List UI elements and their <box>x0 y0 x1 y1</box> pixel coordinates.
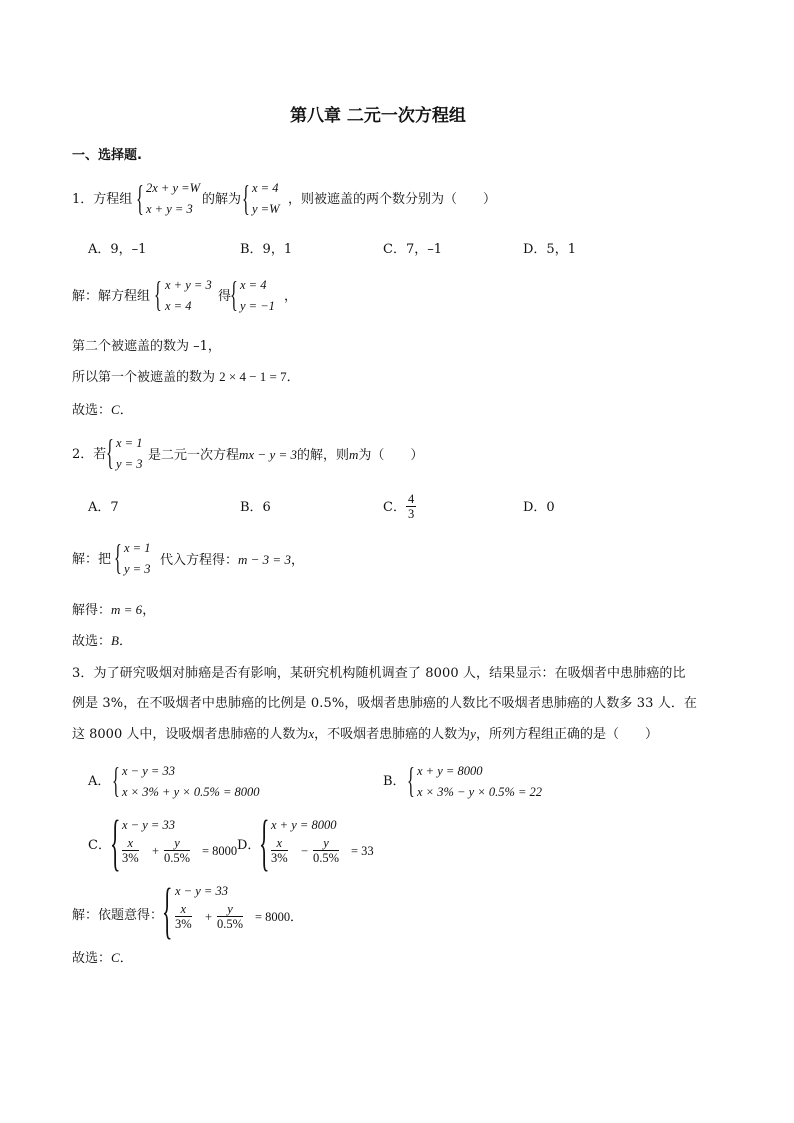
q3-solution-end: ． <box>290 910 304 925</box>
q2-line2 <box>72 602 155 619</box>
q2-suffix-a: 的解，则 <box>297 448 350 463</box>
q3-var-x: x <box>308 726 315 741</box>
q1-sol-y: y =W <box>252 202 280 216</box>
q3-sol-frac-y-den: 0.5% <box>217 917 244 931</box>
q3-optc-eq1: x − y = 33 <box>122 818 175 832</box>
q3-optb-eq2: x × 3% − y × 0.5% = 22 <box>417 785 543 799</box>
q2-answer <box>72 633 132 650</box>
q2-var: m <box>349 447 359 462</box>
q1-solution-prefix: 解：解方程组 <box>72 289 151 304</box>
q1-eq2: x + y = 3 <box>146 202 193 216</box>
page-title: 第八章 二元一次方程组 <box>290 106 466 126</box>
q3-optc-frac-y-den: 0.5% <box>164 851 191 865</box>
q3-optd-frac-y-num: y <box>313 836 339 851</box>
q1-line2: 第二个被遮盖的数为 –1， <box>72 339 221 354</box>
q1-answer-end: ． <box>119 403 133 418</box>
q3-optc-frac-x <box>122 836 139 865</box>
q1-option-a: A．9，–1 <box>88 242 147 257</box>
q2-option-b: B．6 <box>240 500 271 515</box>
q1-suffix: ，则被遮盖的两个数分别为（ ） <box>288 192 497 207</box>
q1-eq1: 2x + y =W <box>146 181 201 195</box>
q1-result-y: y = −1 <box>240 299 275 313</box>
q3-solution-brace: { <box>162 877 173 945</box>
q3-optc-frac-x-num: x <box>122 836 139 851</box>
q3-line3-c: ，所列方程组正确的是（ ） <box>475 727 658 742</box>
q3-sol-rhs: = 8000 <box>255 910 291 924</box>
q3-var-y: y <box>470 726 476 741</box>
q2-prefix: 2．若 <box>72 447 107 462</box>
q3-option-b-label: B． <box>383 774 406 789</box>
q1-line3-end: ． <box>286 370 300 385</box>
q1-solution-end: ， <box>284 289 298 304</box>
q2-question <box>148 447 423 464</box>
q2-option-d: D．0 <box>523 500 555 515</box>
q2-solution-end: ， <box>290 553 304 568</box>
q2-sol-y: y = 3 <box>124 562 151 576</box>
q3-option-a-brace: { <box>112 760 120 800</box>
q3-sol-frac-x <box>175 902 192 931</box>
q2-answer-end: ． <box>118 634 132 649</box>
q2-optc-numerator: 4 <box>408 492 415 506</box>
q3-optd-frac-x <box>271 836 288 865</box>
q3-optb-eq1: x + y = 8000 <box>417 764 483 778</box>
q3-opta-eq1: x − y = 33 <box>122 764 175 778</box>
q2-solution-eq: m − 3 = 3 <box>238 552 291 567</box>
q3-solution-prefix: 解：依题意得： <box>72 908 164 923</box>
q3-option-c-brace: { <box>110 809 121 877</box>
q3-line3-a: 这 8000 人中，设吸烟者患肺癌的人数为 <box>72 727 309 742</box>
q3-sol-frac-x-num: x <box>175 902 192 917</box>
q1-option-c: C．7，–1 <box>383 242 442 257</box>
section-heading: 一、选择题. <box>72 148 142 163</box>
q3-optd-eq1: x + y = 8000 <box>271 818 337 832</box>
q2-answer-label: 故选： <box>72 634 112 649</box>
q3-sol-operator: + <box>205 910 213 924</box>
q3-optd-frac-y <box>313 836 339 865</box>
q2-y: y = 3 <box>116 457 143 471</box>
q1-answer-letter: C <box>111 402 120 417</box>
q2-equation: mx − y = 3 <box>239 447 297 462</box>
q1-answer <box>72 402 133 419</box>
q3-optc-frac-y-num: y <box>164 836 190 851</box>
q1-solve-eq1: x + y = 3 <box>165 278 212 292</box>
q1-option-d: D．5，1 <box>523 242 576 257</box>
q3-opta-eq2: x × 3% + y × 0.5% = 8000 <box>122 785 260 799</box>
q3-answer-end: ． <box>119 951 133 966</box>
q3-answer <box>72 950 133 967</box>
q1-line3 <box>72 369 300 386</box>
q1-mid: 的解为 <box>202 192 242 207</box>
q2-option-c: C． <box>383 500 406 515</box>
q2-solution-line <box>160 552 304 569</box>
q2-line2-end: ， <box>142 603 156 618</box>
q3-option-d-brace: { <box>259 809 270 877</box>
q2-sol-x: x = 1 <box>124 541 151 555</box>
q2-line2-label: 解得： <box>72 603 112 618</box>
q2-line2-math: m = 6 <box>111 602 143 617</box>
q3-line1: 3．为了研究吸烟对肺癌是否有影响，某研究机构随机调查了 8000 人，结果显示：在吸烟者中患肺癌的比 <box>72 666 686 681</box>
q3-optd-frac-x-den: 3% <box>271 851 288 865</box>
q3-sol-frac-x-den: 3% <box>175 917 192 931</box>
q3-optc-frac-x-den: 3% <box>122 851 139 865</box>
q1-prefix: 1．方程组 <box>72 192 133 207</box>
q2-optc-denominator: 3 <box>408 507 415 521</box>
q1-result-x: x = 4 <box>240 278 267 292</box>
q1-system-brace: { <box>136 178 144 218</box>
q3-answer-label: 故选： <box>72 951 112 966</box>
q3-optd-frac-x-num: x <box>271 836 288 851</box>
q2-option-a: A．7 <box>88 500 119 515</box>
q3-option-a-label: A． <box>88 774 111 789</box>
q3-answer-letter: C <box>111 950 120 965</box>
q2-mid: 是二元一次方程 <box>148 448 240 463</box>
q2-solution-prefix: 解：把 <box>72 552 112 567</box>
q1-solution-system-brace: { <box>154 274 162 314</box>
q2-solution-brace: { <box>114 537 122 577</box>
q2-x: x = 1 <box>116 436 143 450</box>
q3-optd-rhs: = 33 <box>351 844 374 858</box>
q1-solution-brace: { <box>242 178 250 218</box>
q1-solve-eq2: x = 4 <box>165 299 192 313</box>
q1-option-b: B．9，1 <box>240 242 293 257</box>
q3-sol-eq1: x − y = 33 <box>175 884 228 898</box>
q3-sol-frac-y-num: y <box>217 902 243 917</box>
q1-solution-mid: 得 <box>218 289 232 304</box>
q2-answer-letter: B <box>111 633 119 648</box>
q3-optc-frac-y <box>164 836 190 865</box>
q2-suffix-b: 为（ ） <box>358 448 424 463</box>
q1-line3-math: 2 × 4 − 1 = 7 <box>219 369 287 384</box>
q2-solution-mid: 代入方程得： <box>160 553 239 568</box>
q1-answer-label: 故选： <box>72 403 112 418</box>
q3-line2: 例是 3%，在不吸烟者中患肺癌的比例是 0.5%，吸烟者患肺癌的人数比不吸烟者患肺癌的人数多 33 人．在 <box>72 696 698 711</box>
q2-brace: { <box>106 432 114 472</box>
q3-option-d-label: D． <box>237 838 261 853</box>
q3-optd-operator: − <box>301 844 309 858</box>
q3-line3 <box>72 726 658 743</box>
q1-sol-x: x = 4 <box>252 181 279 195</box>
q3-optc-operator: + <box>152 844 160 858</box>
q1-result-brace: { <box>230 274 238 314</box>
q3-line3-b: ，不吸烟者患肺癌的人数为 <box>314 727 471 742</box>
q3-option-c-label: C． <box>88 838 111 853</box>
q3-optd-frac-y-den: 0.5% <box>313 851 340 865</box>
q2-option-c-fraction <box>406 492 416 521</box>
q3-sol-frac-y <box>217 902 243 931</box>
q1-line3-text: 所以第一个被遮盖的数为 <box>72 370 220 385</box>
q3-option-b-brace: { <box>407 760 415 800</box>
q3-optc-rhs: = 8000 <box>202 844 238 858</box>
